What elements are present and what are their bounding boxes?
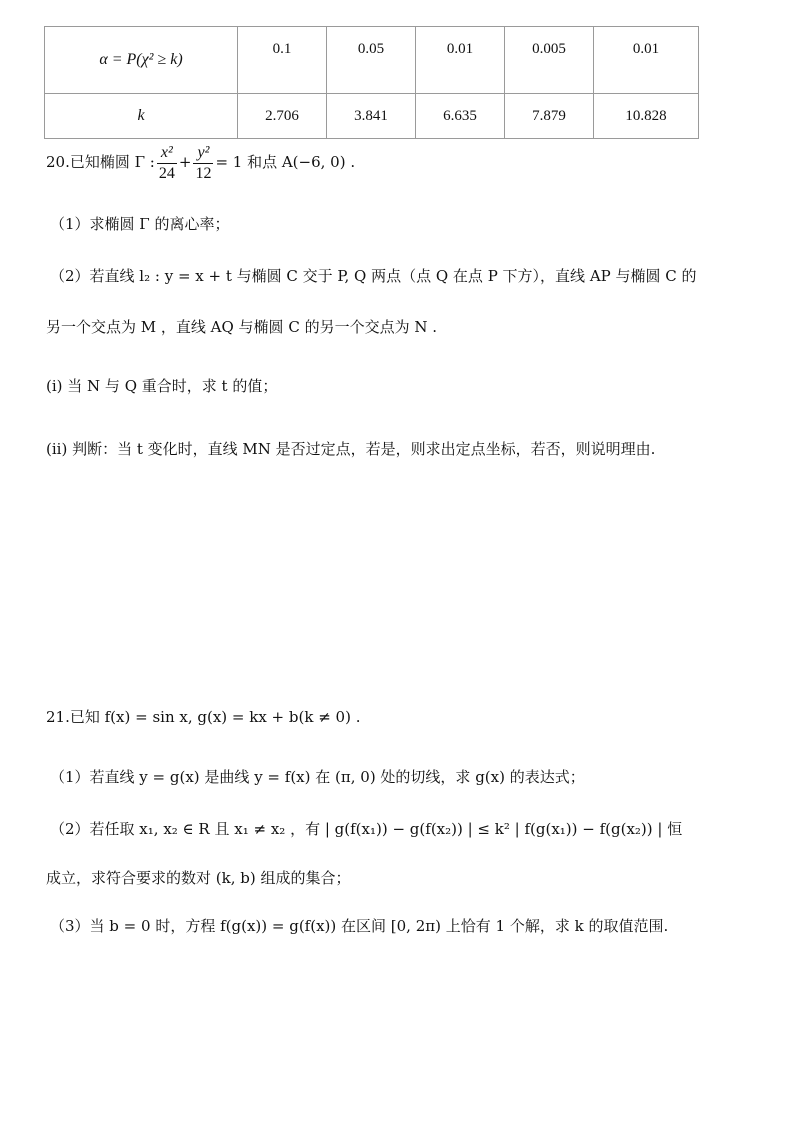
table-cell: 0.01: [416, 27, 505, 94]
table-cell: 10.828: [594, 94, 699, 139]
q20-intro-prefix: 20.已知椭圆 Γ :: [46, 153, 155, 171]
q20-part2-line2: 另一个交点为 M ，直线 AQ 与椭圆 C 的另一个交点为 N .: [46, 318, 438, 336]
table-cell: 6.635: [416, 94, 505, 139]
table-cell: 0.1: [238, 27, 327, 94]
table-cell: 2.706: [238, 94, 327, 139]
q21-part2-line1: （2）若任取 x₁, x₂ ∈ R 且 x₁ ≠ x₂ ，有 | g(f(x₁)) − g(f(x₂)) | ≤ k² | f(g(x₁)) − f(g(x₂)) | 恒: [50, 820, 683, 838]
q20-sub-i: (i) 当 N 与 Q 重合时，求 t 的值；: [46, 377, 278, 395]
table-row: [45, 94, 699, 139]
fraction-y2-12: $\frac{\text{y²}}{12}$: [195, 143, 212, 182]
table-header-k: k: [45, 94, 238, 139]
q20-intro-suffix: = 1 和点 A(−6, 0) .: [215, 153, 356, 171]
q21-part3: （3）当 b = 0 时，方程 f(g(x)) = g(f(x)) 在区间 [0, 2π) 上恰有 1 个解，求 k 的取值范围.: [50, 917, 669, 935]
table-cell: 3.841: [327, 94, 416, 139]
q20-sub-ii: (ii) 判断：当 t 变化时，直线 MN 是否过定点，若是，则求出定点坐标，若否，则说明理由.: [46, 440, 656, 458]
q20-part2-line1: （2）若直线 l₂ : y = x + t 与椭圆 C 交于 P, Q 两点（点 Q 在点 P 下方），直线 AP 与椭圆 C 的: [50, 267, 697, 285]
table-cell: 0.005: [505, 27, 594, 94]
table-cell: 0.01: [594, 27, 699, 94]
q21-intro: 21.已知 f(x) = sin x, g(x) = kx + b(k ≠ 0) .: [46, 708, 361, 726]
critical-value-table: [44, 26, 699, 139]
q20-intro: 20.已知椭圆 Γ : $\frac{\text{x²}}{24}$ + $\frac{\text{y²}}{12}$ = 1 和点 A(−6, 0) .: [46, 143, 356, 182]
q20-part1: （1）求椭圆 Γ 的离心率；: [50, 215, 230, 233]
fraction-x2-24: $\frac{\text{x²}}{24}$: [158, 143, 175, 182]
table-cell: 0.05: [327, 27, 416, 94]
q21-part1: （1）若直线 y = g(x) 是曲线 y = f(x) 在 (π, 0) 处的切线，求 g(x) 的表达式；: [50, 768, 585, 786]
q21-part2-line2: 成立，求符合要求的数对 (k, b) 组成的集合；: [46, 869, 351, 887]
table-cell: 7.879: [505, 94, 594, 139]
table-header-alpha: α = P(χ² ≥ k): [45, 27, 238, 94]
table-row: [45, 27, 699, 94]
